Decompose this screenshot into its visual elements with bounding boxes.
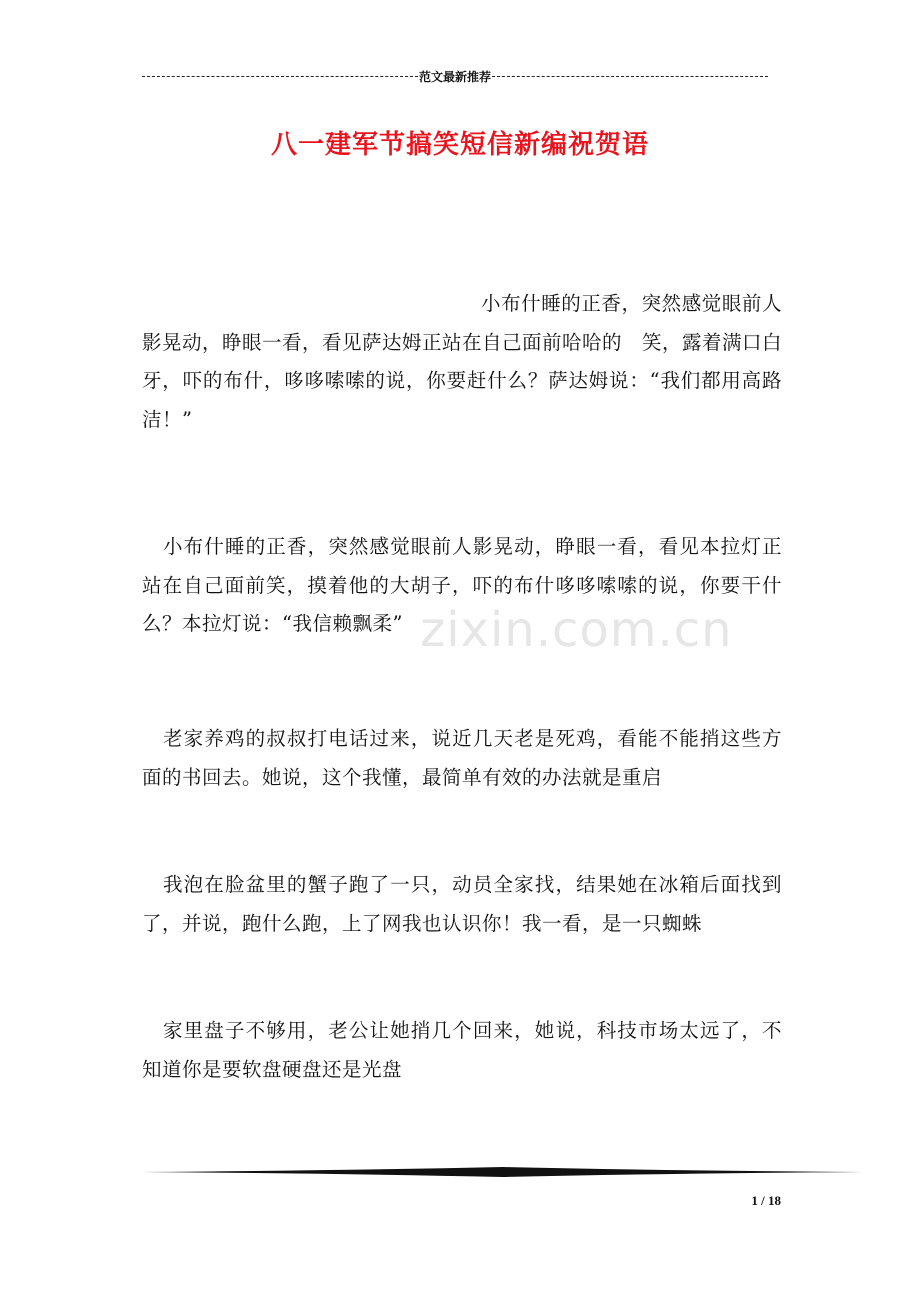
document-title: 八一建军节搞笑短信新编祝贺语 <box>270 130 649 160</box>
paragraph-1: 小布什睡的正香，突然感觉眼前人影晃动，睁眼一看，看见萨达姆正站在自己面前哈哈的 笑，露着满口白牙，吓的布什，哆哆嗦嗦的说，你要赶什么？萨达姆说：“我们都用高路洁！” <box>142 292 783 431</box>
paragraph-2: 小布什睡的正香，突然感觉眼前人影晃动，睁眼一看，看见本拉灯正站在自己面前笑，摸着他的大胡子，吓的布什哆哆嗦嗦的说，你要干什么？本拉灯说：“我信赖飘柔” <box>142 535 782 635</box>
paragraph-3: 老家养鸡的叔叔打电话过来，说近几天老是死鸡，看能不能捎这些方面的书回去。她说，这个我懂，最简单有效的办法就是重启 <box>142 727 782 789</box>
page-header <box>142 66 768 86</box>
paragraph-4: 我泡在脸盆里的蟹子跑了一只，动员全家找，结果她在冰箱后面找到了，并说，跑什么跑，上了网我也认识你！我一看，是一只蜘蛛 <box>142 873 782 935</box>
paragraph-5: 家里盘子不够用，老公让她捎几个回来，她说，科技市场太远了，不知道你是要软盘硬盘还是光盘 <box>142 1019 782 1081</box>
watermark: zixin.com.cn <box>420 602 733 658</box>
header-label: 范文最新推荐 <box>419 69 492 84</box>
header-dash-right <box>492 76 768 77</box>
page-number: 1 / 18 <box>751 1193 781 1208</box>
header-dash-left <box>142 76 418 77</box>
footer-rule <box>142 1164 864 1180</box>
